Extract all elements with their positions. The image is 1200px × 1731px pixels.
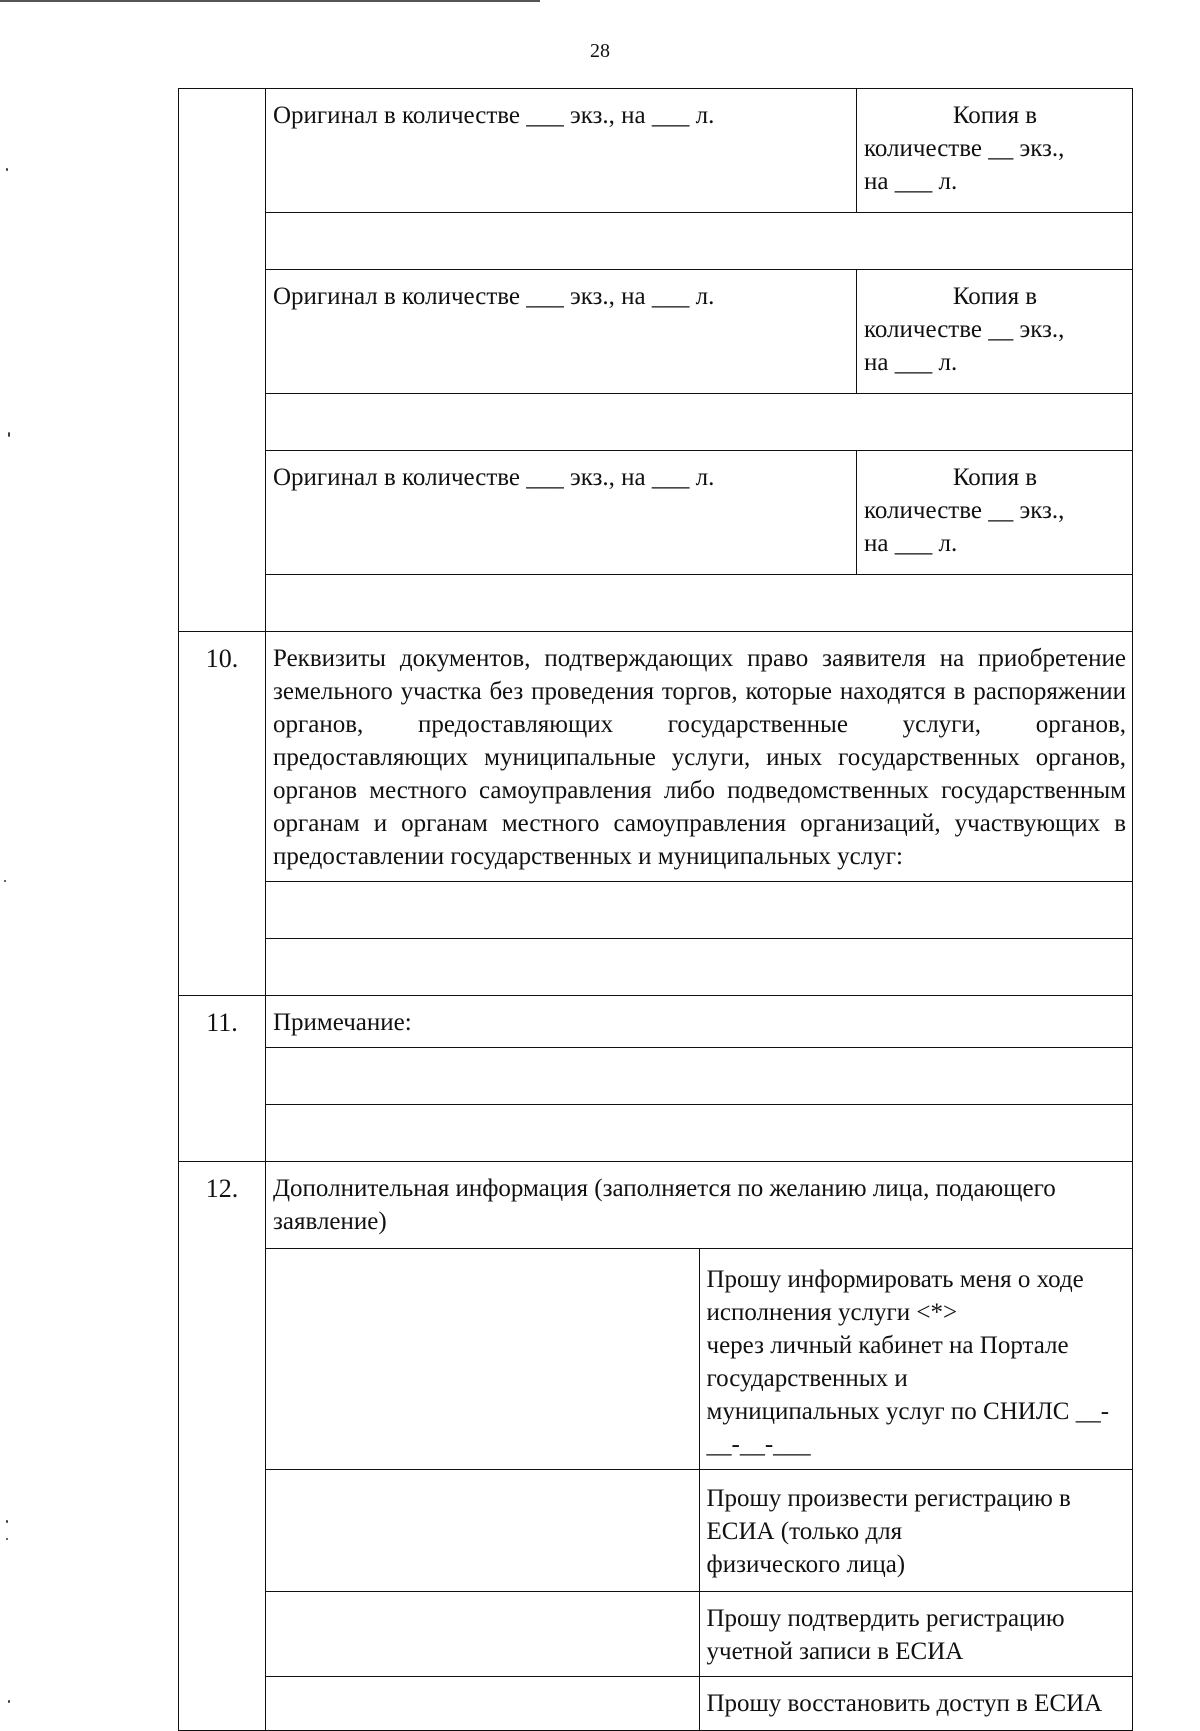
copy-label: Копия в	[952, 102, 1038, 129]
copy-label: Копия в	[952, 464, 1038, 491]
option-checkbox[interactable]	[266, 1677, 699, 1731]
copy-count-field[interactable]	[857, 451, 1133, 575]
option-text-line: физического лица)	[706, 1551, 906, 1578]
copy-quantity: количестве __ экз.,	[864, 135, 1065, 162]
page-number: 28	[590, 40, 610, 62]
option-text-line: Прошу восстановить доступ в ЕСИА	[706, 1690, 1103, 1717]
option-text-line: Прошу произвести регистрацию в ЕСИА (только для	[706, 1485, 1071, 1545]
option-text-line: муниципальных услуг по СНИЛС __-__-__-___	[706, 1398, 1110, 1458]
option-checkbox[interactable]	[266, 1470, 699, 1592]
copy-sheets: на ___ л.	[864, 168, 958, 195]
blank-row	[266, 213, 1132, 270]
note-label: Примечание:	[266, 996, 1132, 1048]
option-inform	[266, 1249, 1132, 1470]
requisites-entry-line-1[interactable]	[266, 882, 1132, 939]
blank-entry-field[interactable]	[266, 575, 1132, 632]
option-text	[699, 1470, 1132, 1592]
copies-content	[266, 89, 1133, 632]
option-restore	[266, 1677, 1132, 1731]
copy-label: Копия в	[952, 283, 1038, 310]
option-text-line: Прошу информировать меня о ходе исполнения услуги <*>	[706, 1266, 1084, 1326]
section-number: 12.	[179, 1162, 266, 1731]
additional-info-label: Дополнительная информация (заполняется по желанию лица, подающего заявление)	[266, 1162, 1132, 1249]
scan-speck	[8, 432, 10, 437]
option-checkbox[interactable]	[266, 1592, 699, 1677]
copy-count-field[interactable]	[857, 270, 1133, 394]
note-entry-line-2[interactable]	[266, 1105, 1132, 1162]
section-10	[179, 632, 1133, 996]
section-11	[179, 996, 1133, 1162]
section-10-content	[266, 632, 1133, 996]
option-text-line: через личный кабинет на Портале государственных и	[706, 1332, 1069, 1392]
blank-row	[266, 575, 1132, 632]
section-11-content	[266, 996, 1133, 1162]
copy-quantity: количестве __ экз.,	[864, 497, 1065, 524]
copies-row-3	[266, 451, 1132, 575]
blank-row	[266, 394, 1132, 451]
blank-entry-field[interactable]	[266, 394, 1132, 451]
scan-speck	[6, 1538, 8, 1540]
section-number: 11.	[179, 996, 266, 1162]
original-count-field[interactable]: Оригинал в количестве ___ экз., на ___ л.	[266, 451, 857, 575]
copy-quantity: количестве __ экз.,	[864, 316, 1065, 343]
scan-speck	[6, 1520, 8, 1523]
section-12-content	[266, 1162, 1133, 1731]
section-12	[179, 1162, 1133, 1731]
option-text	[699, 1677, 1132, 1731]
option-checkbox[interactable]	[266, 1249, 699, 1470]
form-table	[178, 88, 1133, 1731]
section-number: 10.	[179, 632, 266, 996]
requisites-entry-line-2[interactable]	[266, 939, 1132, 996]
option-register	[266, 1470, 1132, 1592]
copy-count-field[interactable]	[857, 89, 1133, 213]
original-count-field[interactable]: Оригинал в количестве ___ экз., на ___ л.	[266, 89, 857, 213]
option-text-line: Прошу подтвердить регистрацию учетной записи в ЕСИА	[706, 1605, 1065, 1665]
option-confirm	[266, 1592, 1132, 1677]
scan-speck	[8, 1700, 10, 1703]
section-10-text: Реквизиты документов, подтверждающих право заявителя на приобретение земельного участка без проведения торгов, которые находятся в распоряжении органов, предоставляющих государственные услуги, органов, предоставляющих муниципальные услуги, иных государственных органов, органов местного самоуправления либо подведомственных государственным органам и органам местного самоуправления организаций, участвующих в предоставлении государственных и муниципальных услуг:	[266, 632, 1132, 882]
scan-speck	[6, 168, 8, 171]
note-entry-line-1[interactable]	[266, 1048, 1132, 1105]
number-cell	[179, 89, 266, 632]
option-text	[699, 1592, 1132, 1677]
scan-speck	[4, 880, 6, 882]
original-count-field[interactable]: Оригинал в количестве ___ экз., на ___ л.	[266, 270, 857, 394]
option-text	[699, 1249, 1132, 1470]
copy-sheets: на ___ л.	[864, 349, 958, 376]
copies-row-2	[266, 270, 1132, 394]
scan-edge-line	[0, 0, 540, 2]
application-form	[178, 88, 1133, 1731]
copies-section	[179, 89, 1133, 632]
copies-row-1	[266, 89, 1132, 213]
blank-entry-field[interactable]	[266, 213, 1132, 270]
copy-sheets: на ___ л.	[864, 530, 958, 557]
